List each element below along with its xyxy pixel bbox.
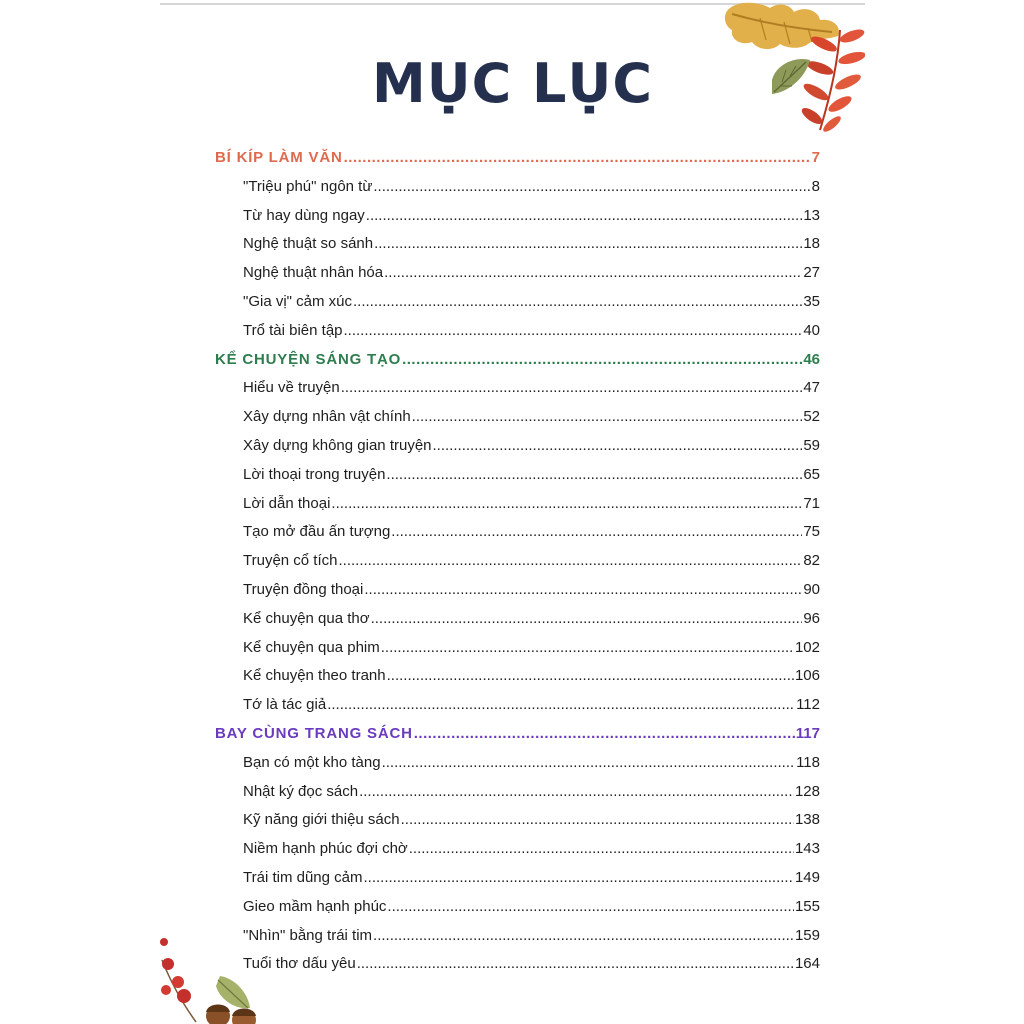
entry-page-number: 159: [794, 926, 820, 944]
entry-page-number: 75: [803, 523, 820, 541]
entry-title: Truyện cổ tích: [243, 552, 338, 570]
dot-leader: [387, 662, 794, 691]
section-title: BÍ KÍP LÀM VĂN: [215, 149, 343, 166]
entry-page-number: 149: [794, 868, 820, 886]
dot-leader: [391, 518, 802, 547]
toc-entry[interactable]: [215, 835, 820, 864]
dot-leader: [433, 432, 803, 461]
entry-page-number: 65: [803, 465, 820, 483]
toc-entry[interactable]: [215, 518, 820, 547]
entry-page-number: 102: [794, 638, 820, 656]
dot-leader: [373, 173, 810, 202]
entry-title: Xây dựng không gian truyện: [243, 436, 432, 454]
toc-entry[interactable]: [215, 778, 820, 807]
entry-title: Bạn có một kho tàng: [243, 753, 381, 771]
entry-page-number: 47: [803, 379, 820, 397]
dot-leader: [414, 720, 795, 749]
dot-leader: [409, 835, 794, 864]
entry-title: Kể chuyện qua phim: [243, 638, 380, 656]
entry-page-number: 59: [803, 436, 820, 454]
entry-title: Nghệ thuật nhân hóa: [243, 264, 384, 282]
dot-leader: [357, 950, 794, 979]
entry-title: Tớ là tác giả: [243, 696, 327, 714]
toc-entry[interactable]: [215, 173, 820, 202]
dot-leader: [401, 806, 794, 835]
entry-page-number: 143: [794, 840, 820, 858]
dot-leader: [386, 461, 802, 490]
entry-page-number: 40: [803, 321, 820, 339]
toc-entry[interactable]: [215, 634, 820, 663]
entry-page-number: 27: [803, 264, 820, 282]
toc-entry[interactable]: [215, 922, 820, 951]
dot-leader: [412, 403, 803, 432]
entry-title: "Gia vị" cảm xúc: [243, 292, 353, 310]
entry-title: Trái tim dũng cảm: [243, 868, 363, 886]
entry-title: Kể chuyện theo tranh: [243, 667, 386, 685]
dot-leader: [363, 864, 793, 893]
dot-leader: [374, 230, 802, 259]
entry-title: "Triệu phú" ngôn từ: [243, 177, 373, 195]
toc-entry[interactable]: [215, 662, 820, 691]
entry-title: "Nhìn" bằng trái tim: [243, 926, 373, 944]
entry-page-number: 82: [803, 552, 820, 570]
dot-leader: [402, 346, 802, 375]
toc-entry[interactable]: [215, 202, 820, 231]
dot-leader: [382, 749, 795, 778]
entry-page-number: 8: [811, 177, 820, 195]
toc-entry[interactable]: [215, 893, 820, 922]
toc-entry[interactable]: [215, 864, 820, 893]
entry-title: Nghệ thuật so sánh: [243, 235, 374, 253]
toc-entry[interactable]: [215, 605, 820, 634]
toc-entry[interactable]: [215, 950, 820, 979]
toc-entry[interactable]: [215, 259, 820, 288]
dot-leader: [327, 691, 795, 720]
dot-leader: [371, 605, 803, 634]
dot-leader: [338, 547, 802, 576]
entry-page-number: 155: [794, 897, 820, 915]
entry-title: Niềm hạnh phúc đợi chờ: [243, 840, 408, 858]
entry-title: Lời dẫn thoại: [243, 494, 331, 512]
entry-page-number: 128: [794, 782, 820, 800]
dot-leader: [384, 259, 802, 288]
dot-leader: [341, 374, 803, 403]
dot-leader: [359, 778, 794, 807]
section-title: KỂ CHUYỆN SÁNG TẠO: [215, 350, 402, 368]
table-of-contents: [215, 144, 820, 979]
toc-entry[interactable]: [215, 749, 820, 778]
toc-entry[interactable]: [215, 576, 820, 605]
dot-leader: [366, 202, 803, 231]
entry-page-number: 118: [796, 753, 820, 771]
page-title: MỤC LỤC: [372, 52, 653, 115]
entry-title: Tuổi thơ dấu yêu: [243, 955, 356, 973]
entry-page-number: 35: [803, 292, 820, 310]
entry-page-number: 112: [796, 696, 820, 714]
toc-section[interactable]: [215, 144, 820, 173]
entry-page-number: 96: [803, 609, 820, 627]
entry-title: Gieo mầm hạnh phúc: [243, 897, 387, 915]
book-page: [160, 0, 865, 1024]
entry-page-number: 138: [794, 811, 820, 829]
entry-page-number: 18: [803, 235, 820, 253]
entry-page-number: 52: [803, 408, 820, 426]
dot-leader: [373, 922, 794, 951]
toc-entry[interactable]: [215, 230, 820, 259]
dot-leader: [344, 144, 811, 173]
entry-title: Từ hay dùng ngay: [243, 206, 365, 224]
toc-entry[interactable]: [215, 317, 820, 346]
section-page-number: 117: [795, 724, 820, 742]
entry-title: Tạo mở đầu ấn tượng: [243, 523, 391, 541]
toc-entry[interactable]: [215, 403, 820, 432]
toc-entry[interactable]: [215, 691, 820, 720]
entry-page-number: 106: [794, 667, 820, 685]
entry-title: Lời thoại trong truyện: [243, 465, 386, 483]
entry-title: Trổ tài biên tập: [243, 321, 343, 339]
dot-leader: [331, 490, 802, 519]
toc-entry[interactable]: [215, 374, 820, 403]
toc-entry[interactable]: [215, 461, 820, 490]
dot-leader: [381, 634, 794, 663]
entry-page-number: 13: [803, 206, 820, 224]
toc-entry[interactable]: [215, 432, 820, 461]
toc-entry[interactable]: [215, 547, 820, 576]
entry-title: Nhật ký đọc sách: [243, 782, 359, 800]
entry-page-number: 90: [803, 580, 820, 598]
section-title: BAY CÙNG TRANG SÁCH: [215, 724, 413, 742]
entry-title: Xây dựng nhân vật chính: [243, 408, 411, 426]
entry-page-number: 164: [794, 955, 820, 973]
toc-entry[interactable]: [215, 490, 820, 519]
toc-section[interactable]: [215, 346, 820, 375]
toc-entry[interactable]: [215, 288, 820, 317]
section-page-number: 7: [811, 149, 820, 166]
dot-leader: [364, 576, 802, 605]
dot-leader: [344, 317, 803, 346]
entry-title: Truyện đồng thoại: [243, 580, 364, 598]
entry-title: Hiểu về truyện: [243, 379, 340, 397]
section-page-number: 46: [803, 350, 820, 368]
dot-leader: [353, 288, 802, 317]
dot-leader: [387, 893, 794, 922]
toc-section[interactable]: [215, 720, 820, 749]
entry-title: Kể chuyện qua thơ: [243, 609, 370, 627]
entry-page-number: 71: [803, 494, 820, 512]
entry-title: Kỹ năng giới thiệu sách: [243, 811, 400, 829]
toc-entry[interactable]: [215, 806, 820, 835]
